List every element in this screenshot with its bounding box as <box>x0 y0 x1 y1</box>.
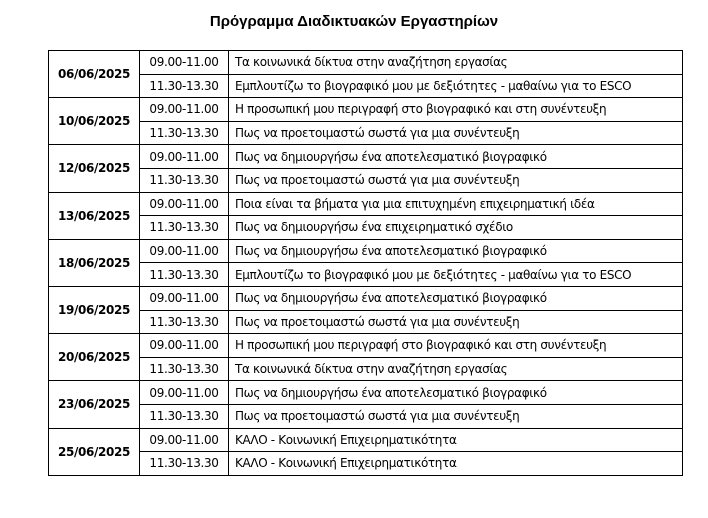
date-cell: 20/06/2025 <box>49 334 140 381</box>
topic-cell: Πως να προετοιμαστώ σωστά για μια συνέντευξη <box>229 404 683 428</box>
table-row <box>49 263 683 287</box>
time-cell: 09.00-11.00 <box>140 51 229 75</box>
time-cell: 09.00-11.00 <box>140 334 229 358</box>
topic-cell: Η προσωπική μου περιγραφή στο βιογραφικό και στη συνέντευξη <box>229 334 683 358</box>
workshop-schedule-table <box>48 50 683 476</box>
time-cell: 09.00-11.00 <box>140 428 229 452</box>
date-cell: 23/06/2025 <box>49 381 140 428</box>
table-row <box>49 51 683 75</box>
topic-cell: Η προσωπική μου περιγραφή στο βιογραφικό και στη συνέντευξη <box>229 98 683 122</box>
table-row <box>49 334 683 358</box>
table-row <box>49 452 683 476</box>
date-cell: 06/06/2025 <box>49 51 140 98</box>
topic-cell: Τα κοινωνικά δίκτυα στην αναζήτηση εργασίας <box>229 51 683 75</box>
date-cell: 25/06/2025 <box>49 428 140 475</box>
table-row <box>49 357 683 381</box>
topic-cell: Πως να δημιουργήσω ένα αποτελεσματικό βιογραφικό <box>229 239 683 263</box>
time-cell: 09.00-11.00 <box>140 192 229 216</box>
table-row <box>49 428 683 452</box>
date-cell: 18/06/2025 <box>49 239 140 286</box>
topic-cell: Πως να προετοιμαστώ σωστά για μια συνέντευξη <box>229 310 683 334</box>
table-row <box>49 192 683 216</box>
table-row <box>49 98 683 122</box>
table-row <box>49 121 683 145</box>
topic-cell: Ποια είναι τα βήματα για μια επιτυχημένη επιχειρηματική ιδέα <box>229 192 683 216</box>
table-row <box>49 168 683 192</box>
table-row <box>49 145 683 169</box>
table-row <box>49 74 683 98</box>
time-cell: 09.00-11.00 <box>140 98 229 122</box>
table-row <box>49 239 683 263</box>
topic-cell: Πως να δημιουργήσω ένα αποτελεσματικό βιογραφικό <box>229 381 683 405</box>
date-cell: 10/06/2025 <box>49 98 140 145</box>
table-row <box>49 216 683 240</box>
table-row <box>49 404 683 428</box>
topic-cell: Πως να προετοιμαστώ σωστά για μια συνέντευξη <box>229 168 683 192</box>
date-cell: 12/06/2025 <box>49 145 140 192</box>
time-cell: 11.30-13.30 <box>140 263 229 287</box>
time-cell: 11.30-13.30 <box>140 357 229 381</box>
time-cell: 11.30-13.30 <box>140 310 229 334</box>
time-cell: 09.00-11.00 <box>140 381 229 405</box>
page-title: Πρόγραμμα Διαδικτυακών Εργαστηρίων <box>209 13 499 30</box>
topic-cell: Πως να δημιουργήσω ένα αποτελεσματικό βιογραφικό <box>229 286 683 310</box>
time-cell: 09.00-11.00 <box>140 145 229 169</box>
topic-cell: Πως να δημιουργήσω ένα αποτελεσματικό βιογραφικό <box>229 145 683 169</box>
time-cell: 11.30-13.30 <box>140 74 229 98</box>
topic-cell: Εμπλουτίζω το βιογραφικό μου με δεξιότητες - μαθαίνω για το ESCO <box>229 74 683 98</box>
time-cell: 11.30-13.30 <box>140 452 229 476</box>
date-cell: 19/06/2025 <box>49 286 140 333</box>
table-row <box>49 310 683 334</box>
table-row <box>49 286 683 310</box>
topic-cell: Πως να προετοιμαστώ σωστά για μια συνέντευξη <box>229 121 683 145</box>
time-cell: 09.00-11.00 <box>140 286 229 310</box>
time-cell: 11.30-13.30 <box>140 404 229 428</box>
date-cell: 13/06/2025 <box>49 192 140 239</box>
topic-cell: Εμπλουτίζω το βιογραφικό μου με δεξιότητες - μαθαίνω για το ESCO <box>229 263 683 287</box>
topic-cell: ΚΑΛΟ - Κοινωνική Επιχειρηματικότητα <box>229 452 683 476</box>
topic-cell: ΚΑΛΟ - Κοινωνική Επιχειρηματικότητα <box>229 428 683 452</box>
time-cell: 11.30-13.30 <box>140 168 229 192</box>
time-cell: 09.00-11.00 <box>140 239 229 263</box>
topic-cell: Τα κοινωνικά δίκτυα στην αναζήτηση εργασίας <box>229 357 683 381</box>
topic-cell: Πως να δημιουργήσω ένα επιχειρηματικό σχέδιο <box>229 216 683 240</box>
table-row <box>49 381 683 405</box>
time-cell: 11.30-13.30 <box>140 121 229 145</box>
time-cell: 11.30-13.30 <box>140 216 229 240</box>
